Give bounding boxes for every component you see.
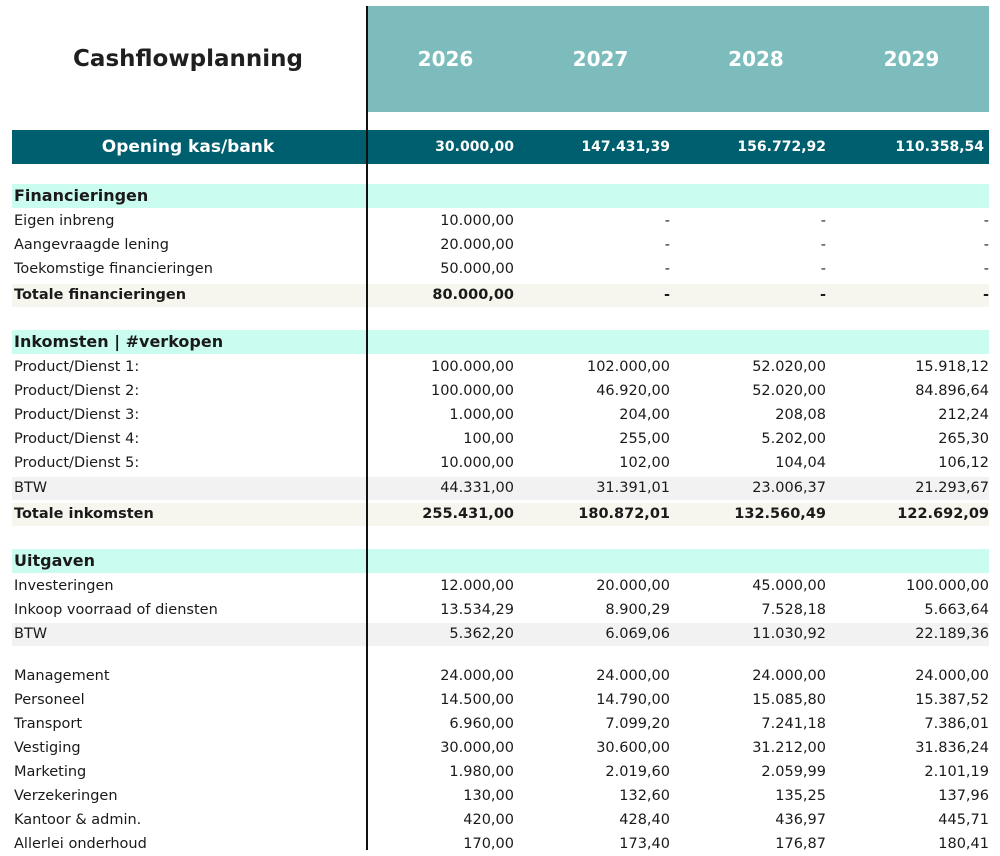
opening-label: Opening kas/bank: [101, 137, 275, 157]
row-label: Investeringen: [14, 578, 114, 594]
value-cell[interactable]: 10.000,00: [440, 213, 514, 229]
value-cell[interactable]: 31.212,00: [752, 740, 826, 756]
value-cell[interactable]: 436,97: [775, 812, 826, 828]
value-cell[interactable]: 255,00: [619, 431, 670, 447]
value-cell[interactable]: 24.000,00: [440, 668, 514, 684]
value-cell[interactable]: 14.500,00: [440, 692, 514, 708]
opening-value[interactable]: 156.772,92: [737, 139, 826, 155]
row-label: Product/Dienst 5:: [14, 455, 140, 471]
value-cell[interactable]: 21.293,67: [915, 480, 989, 496]
row-label: Marketing: [14, 764, 87, 780]
year-header[interactable]: 2027: [572, 47, 629, 71]
value-cell[interactable]: 135,25: [775, 788, 826, 804]
value-cell[interactable]: 100.000,00: [430, 359, 514, 375]
value-cell[interactable]: 180.872,01: [578, 506, 670, 522]
row-label: Eigen inbreng: [14, 213, 115, 229]
table-row: [12, 404, 989, 427]
value-cell[interactable]: 31.836,24: [915, 740, 989, 756]
row-label: Kantoor & admin.: [14, 812, 142, 828]
table-row: [12, 665, 989, 688]
value-cell[interactable]: 20.000,00: [440, 237, 514, 253]
value-cell[interactable]: 104,04: [775, 455, 826, 471]
row-label: BTW: [14, 480, 48, 496]
value-cell[interactable]: 30.600,00: [596, 740, 670, 756]
column-divider: [366, 6, 368, 850]
row-label: Verzekeringen: [14, 788, 118, 804]
value-cell[interactable]: 7.528,18: [761, 602, 826, 618]
value-cell[interactable]: 15.085,80: [752, 692, 826, 708]
opening-value[interactable]: 110.358,54: [895, 139, 984, 155]
value-cell[interactable]: 445,71: [938, 812, 989, 828]
value-cell[interactable]: 24.000,00: [596, 668, 670, 684]
value-cell[interactable]: 100.000,00: [905, 578, 989, 594]
value-cell[interactable]: 2.101,19: [924, 764, 989, 780]
row-label: Transport: [14, 716, 83, 732]
section-financieringen: [12, 184, 989, 208]
value-cell[interactable]: -: [664, 213, 670, 229]
section-title: Uitgaven: [14, 551, 96, 570]
value-cell[interactable]: -: [983, 261, 989, 277]
value-cell[interactable]: 24.000,00: [915, 668, 989, 684]
value-cell[interactable]: 5.202,00: [761, 431, 826, 447]
value-cell[interactable]: 132,60: [619, 788, 670, 804]
value-cell[interactable]: 5.663,64: [924, 602, 989, 618]
row-label: Inkoop voorraad of diensten: [14, 602, 218, 618]
value-cell[interactable]: 31.391,01: [596, 480, 670, 496]
row-label: BTW: [14, 626, 48, 642]
value-cell[interactable]: 132.560,49: [734, 506, 826, 522]
value-cell[interactable]: -: [819, 287, 826, 303]
table-row: [12, 210, 989, 233]
table-row: [12, 809, 989, 832]
opening-value[interactable]: 147.431,39: [581, 139, 670, 155]
table-row: [12, 713, 989, 736]
total-row: [12, 503, 989, 526]
value-cell[interactable]: 122.692,09: [897, 506, 989, 522]
year-header[interactable]: 2028: [728, 47, 784, 71]
value-cell[interactable]: 13.534,29: [440, 602, 514, 618]
value-cell[interactable]: 265,30: [938, 431, 989, 447]
table-row: [12, 452, 989, 475]
row-label: Totale inkomsten: [14, 506, 154, 522]
btw-row: [12, 477, 989, 500]
value-cell[interactable]: 52.020,00: [752, 359, 826, 375]
value-cell[interactable]: 15.918,12: [915, 359, 989, 375]
row-label: Toekomstige financieringen: [14, 261, 213, 277]
value-cell[interactable]: -: [820, 261, 826, 277]
row-label: Allerlei onderhoud: [14, 836, 147, 852]
row-label: Product/Dienst 4:: [14, 431, 140, 447]
table-row: [12, 575, 989, 598]
section-uitgaven: [12, 549, 989, 573]
value-cell[interactable]: 7.241,18: [761, 716, 826, 732]
value-cell[interactable]: 1.980,00: [449, 764, 514, 780]
value-cell[interactable]: -: [664, 261, 670, 277]
row-label: Product/Dienst 3:: [14, 407, 140, 423]
value-cell[interactable]: 50.000,00: [440, 261, 514, 277]
value-cell[interactable]: -: [820, 237, 826, 253]
row-label: Personeel: [14, 692, 85, 708]
section-title: Financieringen: [14, 186, 149, 205]
value-cell[interactable]: 45.000,00: [752, 578, 826, 594]
opening-balance-row: [12, 130, 989, 164]
year-header[interactable]: 2029: [883, 47, 940, 71]
value-cell[interactable]: 80.000,00: [432, 287, 514, 303]
value-cell[interactable]: 12.000,00: [440, 578, 514, 594]
value-cell[interactable]: 20.000,00: [596, 578, 670, 594]
table-row: [12, 833, 989, 856]
value-cell[interactable]: 420,00: [463, 812, 514, 828]
table-row: [12, 689, 989, 712]
value-cell[interactable]: 102,00: [619, 455, 670, 471]
value-cell[interactable]: -: [663, 287, 670, 303]
table-row: [12, 356, 989, 379]
value-cell[interactable]: 106,12: [938, 455, 989, 471]
table-row: [12, 599, 989, 622]
value-cell[interactable]: 24.000,00: [752, 668, 826, 684]
value-cell[interactable]: 1.000,00: [449, 407, 514, 423]
row-label: Totale financieringen: [14, 287, 187, 303]
value-cell[interactable]: 2.019,60: [605, 764, 670, 780]
value-cell[interactable]: 173,40: [619, 836, 670, 852]
row-label: Aangevraagde lening: [14, 237, 169, 253]
table-row: [12, 428, 989, 451]
value-cell[interactable]: 6.960,00: [449, 716, 514, 732]
value-cell[interactable]: 84.896,64: [915, 383, 989, 399]
table-row: [12, 785, 989, 808]
value-cell[interactable]: 22.189,36: [915, 626, 989, 642]
value-cell[interactable]: 428,40: [619, 812, 670, 828]
value-cell[interactable]: 2.059,99: [761, 764, 826, 780]
value-cell[interactable]: 255.431,00: [422, 506, 514, 522]
value-cell[interactable]: 204,00: [619, 407, 670, 423]
row-label: Vestiging: [14, 740, 81, 756]
table-row: [12, 234, 989, 257]
value-cell[interactable]: 14.790,00: [596, 692, 670, 708]
value-cell[interactable]: 212,24: [938, 407, 989, 423]
value-cell[interactable]: 10.000,00: [440, 455, 514, 471]
value-cell[interactable]: 15.387,52: [915, 692, 989, 708]
value-cell[interactable]: 6.069,06: [605, 626, 670, 642]
value-cell[interactable]: 8.900,29: [605, 602, 670, 618]
btw-row: [12, 623, 989, 646]
value-cell[interactable]: -: [820, 213, 826, 229]
value-cell[interactable]: 176,87: [775, 836, 826, 852]
value-cell[interactable]: 137,96: [938, 788, 989, 804]
value-cell[interactable]: -: [983, 213, 989, 229]
value-cell[interactable]: -: [664, 237, 670, 253]
value-cell[interactable]: 208,08: [775, 407, 826, 423]
value-cell[interactable]: -: [982, 287, 989, 303]
value-cell[interactable]: 130,00: [463, 788, 514, 804]
value-cell[interactable]: 102.000,00: [586, 359, 670, 375]
value-cell[interactable]: 44.331,00: [440, 480, 514, 496]
value-cell[interactable]: 100.000,00: [430, 383, 514, 399]
table-row: [12, 258, 989, 281]
value-cell[interactable]: 52.020,00: [752, 383, 826, 399]
sheet-title: Cashflowplanning: [73, 46, 303, 72]
value-cell[interactable]: -: [983, 237, 989, 253]
value-cell[interactable]: 180,41: [938, 836, 989, 852]
section-title: Inkomsten | #verkopen: [14, 332, 224, 351]
table-row: [12, 761, 989, 784]
total-row: [12, 284, 989, 307]
year-header[interactable]: 2026: [417, 47, 474, 71]
row-label: Product/Dienst 2:: [14, 383, 140, 399]
value-cell[interactable]: 100,00: [463, 431, 514, 447]
value-cell[interactable]: 170,00: [463, 836, 514, 852]
value-cell[interactable]: 7.386,01: [924, 716, 989, 732]
table-row: [12, 380, 989, 403]
value-cell[interactable]: 23.006,37: [752, 480, 826, 496]
table-row: [12, 737, 989, 760]
section-inkomsten: [12, 330, 989, 354]
value-cell[interactable]: 11.030,92: [752, 626, 826, 642]
value-cell[interactable]: 5.362,20: [449, 626, 514, 642]
value-cell[interactable]: 30.000,00: [440, 740, 514, 756]
value-cell[interactable]: 46.920,00: [596, 383, 670, 399]
row-label: Management: [14, 668, 110, 684]
opening-value[interactable]: 30.000,00: [435, 139, 514, 155]
row-label: Product/Dienst 1:: [14, 359, 140, 375]
value-cell[interactable]: 7.099,20: [605, 716, 670, 732]
